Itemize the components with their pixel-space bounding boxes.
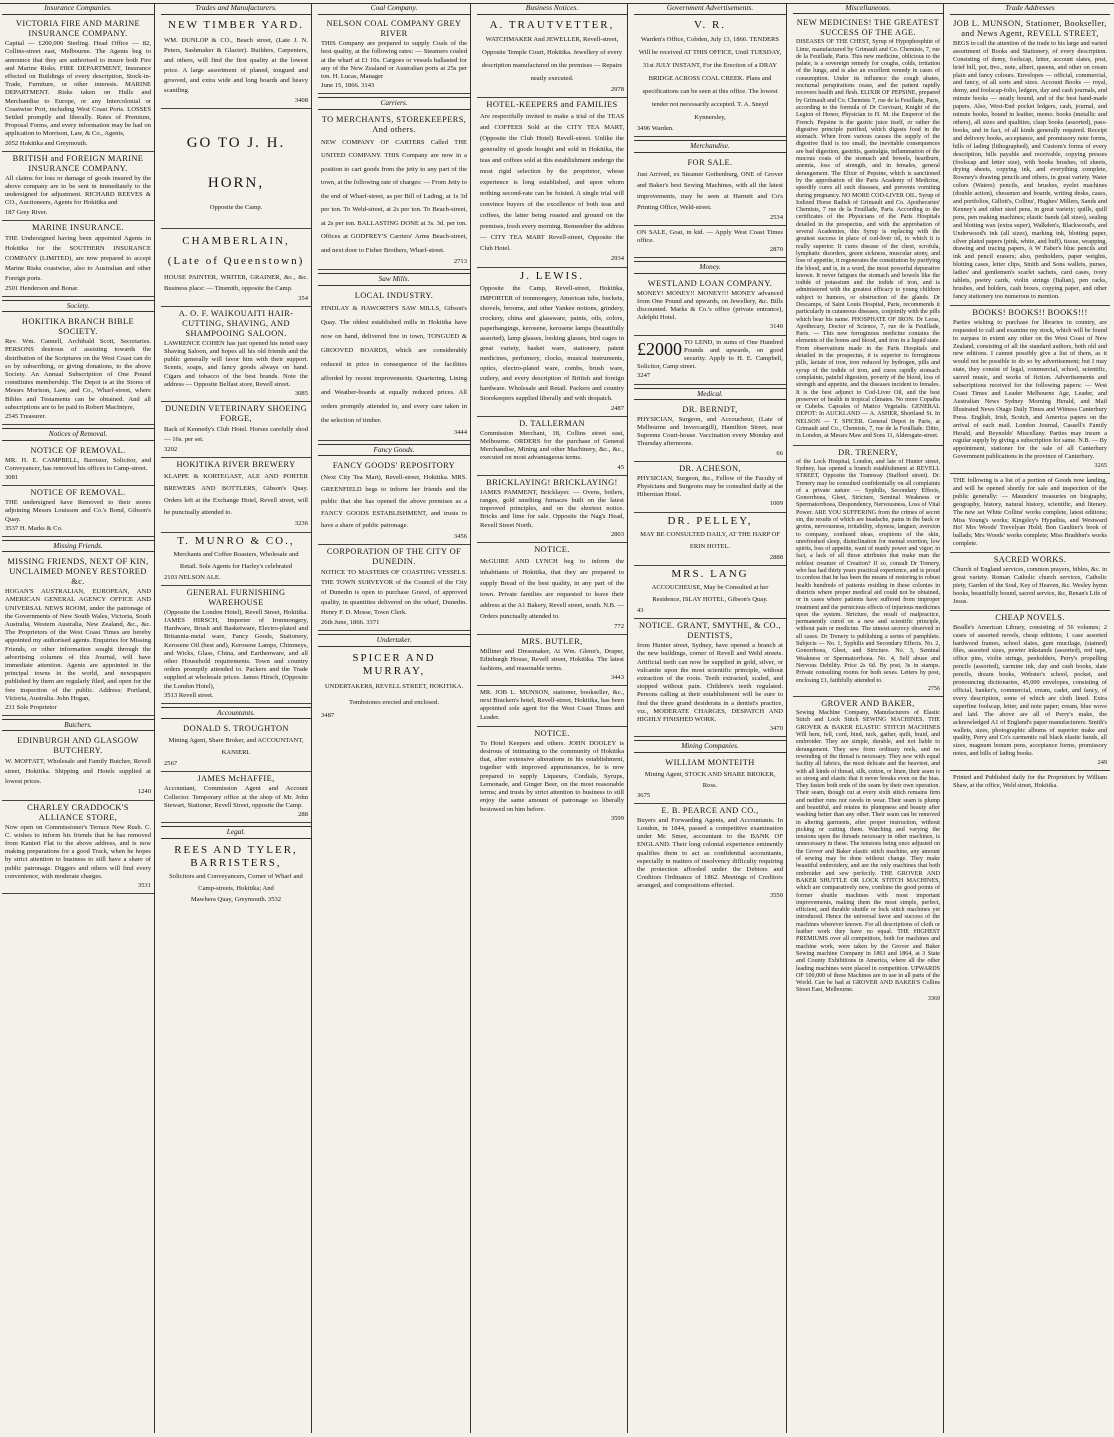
ad-pearce xyxy=(634,804,786,903)
ad-dentists xyxy=(634,619,786,737)
ad-body: Milliner and Dressmaker, At Wm. Glenn's, Draper, Edinburgh House, Revell street, Hokitika. The latest fashions, and reasonable terms. xyxy=(480,648,624,672)
ad-body: WATCHMAKER And JEWELLER, Revell-street, Opposite Temple Court, Hokitika. Jewellery of every description manufactured on the premises — Repairs neatly executed. xyxy=(481,36,623,83)
column-header: Trades and Manufacturers. xyxy=(161,4,311,15)
ad-mrs-lang xyxy=(634,566,786,619)
ad-footer: 3443 xyxy=(610,673,624,681)
section-header: Mining Companies. xyxy=(634,740,786,752)
ad-cheap-novels xyxy=(950,611,1110,771)
column-header: Government Advertisements. xyxy=(634,4,786,15)
section-header: Legal. xyxy=(161,826,311,838)
section-header: Saw Mills. xyxy=(318,273,470,285)
ad-dooley xyxy=(477,727,627,826)
ad-dr-pelley xyxy=(634,513,786,566)
ad-grover-baker xyxy=(793,697,943,1006)
ad-title: GROVER AND BAKER, xyxy=(821,699,915,709)
section-header: Missing Friends. xyxy=(2,540,154,552)
ad-british-foreign-marine xyxy=(2,152,154,221)
column-header: Miscellaneous. xyxy=(793,4,943,14)
ad-body: Accountant, Commission Agent and Account Collector. Temporary office at the shop of Mr. John Stewart, Stationer, Revell Street, opposite the Camp. xyxy=(164,785,308,809)
ad-title: SACRED WORKS. xyxy=(993,555,1067,565)
ad-body: FINDLAY & HAWORTH'S SAW MILLS, Gibson's Quay. The oldest established mills in Hokitika have now on hand, delivered free in town, TONGUED & GROOVED BOARDS, which are considerably reduced in price in consequence of the facilities afforded by recent improvements. Quartering, Lining and Weather-boards at equally reduced prices. All orders promptly attended to, and every care taken in the selection of timber. xyxy=(321,304,467,424)
ad-body: MR. H. E. CAMPBELL, Barrister, Solicitor, and Conveyancer, has removed his offices to Camp-street. xyxy=(5,456,151,472)
ad-footer: 3247 xyxy=(637,372,651,380)
ad-body: (Opposite the London Hotel), Revell Street, Hokitika. JAMES HIRSCH, Importer of Ironmongery, Hardware, Brush and Basketware, Electro-plated and Britannia-metal ware, Fancy Goods, Stationery, Kerosene Oil (best and), Kerosene Lamps, Chimneys, and Wicks, Glass, China, and Earthenware, and all other Household requirements. Town and country orders promptly attended to. Packers and the Trade supplied at wholesale prices. James Hirsch, (Opposite the London Hotel), xyxy=(164,608,308,690)
section-header: Accountants. xyxy=(161,707,311,719)
ad-footer: 3236 xyxy=(294,520,308,528)
ad-body: Merchants and Coffee Roasters, Wholesale and Retail. Sole Agents for Harley's celebrated xyxy=(173,550,299,570)
ad-body: Rev. Wm. Cannell, Archibald Scott, Secretaries. PERSONS desirous of assisting towards the distribution of the Scriptures on the West Coast can do so by subscribing, or giving donations, to the above Society. An Annual Subscription of One Pound constitutes membership. The Depot is at the Stores of Messrs Morison, Law, and Co., Wharf-street, where Bibles and Testaments can be obtained. And all subscriptions are to be paid to Robert MacIntyre, xyxy=(5,338,151,411)
ad-footer: 3537 H. Marks & Co. xyxy=(5,524,63,532)
ad-butchery xyxy=(2,734,154,800)
ad-removal-marks xyxy=(2,486,154,537)
ad-dunedin-corporation xyxy=(318,545,470,631)
ad-body: Printed and Published daily for the Proprietors by William Shaw, at the office, Weld street, Hokitika. xyxy=(953,774,1107,789)
ad-body: PHYSICIAN, Surgeon, &c., Fellow of the Faculty of Physicians and Surgeons may be consulted daily at the Hibernian Hotel. xyxy=(637,474,783,499)
ad-body: HOGAN'S AUSTRALIAN, EUROPEAN, AND AMERICAN GENERAL AGENCY OFFICE AND UNIVERSAL NEWS ROOM, under the patronage of the Governments of New South Wales, Victoria, South Australia, Western Australia, New Zealand, &c., &c. The Proprietors of the West Coast Times are hereby appointed my authorised agents. Enquiries for Missing Friends, or other information sought through the advertising columns of this Journal, will have immediate attention. Agents are appointed in the principal towns in the world, and newspapers published by them are regularly filed, and open for the free inspection of the public. Address: Portland, Victoria, Australia. John Hogan, xyxy=(5,588,151,702)
ad-body: To Hotel Keepers and others. JOHN DOOLEY is desirous of intimating to the community of Hokitika that, after extensive alterations in his establishment, together with improved appurtenances, he is now prepared to supply Liqueurs, Cordials, Syrups, Lemonade, and Ginger Beer, on the most reasonable terms; and trusts by strict attention to business to still enjoy the same amount of patronage so liberally bestowed on him before. xyxy=(480,739,624,813)
ad-footer: 3085 xyxy=(294,390,308,398)
section-header: Fancy Goods. xyxy=(318,444,470,456)
ad-body: THIS Company are prepared to supply Coals of the best quality, at the following rates: — Steamers coaled at the wharf at £1 10s. Cargoes or vessels ballasted for any of the New Zealand or Australian ports at 25s per ton. H. Lucas, Manager xyxy=(321,40,467,81)
ad-body: THE following is a list of a portion of Goods now landing, and will be opened shortly for sale and inspection of the public generally: — Maunders' treasuries on biography, geography, history, natural history, scientific, and literary. The new set White Collins' works complete, latest editions; Miss Young's works; Kingsley's Hypathia, and Westward Ho! Mrs Woods' Trevelyan Hold; Bon Gaultier's book of ballads; Mrs Woods' works complete; Miss Braddon's works complete. xyxy=(953,477,1107,548)
ad-footer: 2888 xyxy=(769,553,783,561)
ad-title: HOKITIKA BRANCH BIBLE SOCIETY. xyxy=(21,317,135,337)
ad-title: MISSING FRIENDS, NEXT OF KIN, UNCLAIMED MONEY RESTORED &c. xyxy=(7,557,149,587)
ad-title: MRS. LANG xyxy=(671,567,749,580)
section-header: Butchers. xyxy=(2,719,154,731)
ad-body: (Next City Tea Mart), Revell-street, Hokitika. MRS. GREENFIELD begs to inform her friends and the public that she has opened the above premises as a FANCY GOODS ESTABLISHMENT, and trusts to have a share of public patronage. xyxy=(321,473,467,529)
ad-title: HOTEL-KEEPERS and FAMILIES xyxy=(486,100,618,110)
column-business xyxy=(477,4,628,1433)
ad-munson-agent xyxy=(477,686,627,727)
ad-body: MR. JOB L. MUNSON, stationer, bookseller, &c., next Bracken's hotel, Revell-street, Hokitika, has been appointed sole agent for the West Coast Times and Leader. xyxy=(480,689,624,721)
ad-troughton xyxy=(161,722,311,772)
ad-body: ON SALE, Goat, in kid. — Apply West Coast Times office. xyxy=(637,228,783,245)
ad-title: GO TO J. H. HORN, xyxy=(186,135,286,192)
ad-title: NOTICE OF REMOVAL. xyxy=(30,488,126,498)
ad-job-munson xyxy=(950,17,1110,306)
ad-title: DR. PELLEY, xyxy=(667,514,753,527)
ad-city-tea-mart xyxy=(477,98,627,267)
ad-title: NOTICE. GRANT, SMYTHE, & CO., DENTISTS, xyxy=(639,621,781,641)
ad-title: E. B. PEARCE AND CO., xyxy=(661,805,759,815)
ad-title: EDINBURGH AND GLASGOW BUTCHERY. xyxy=(17,736,139,756)
section-header: Merchandise. xyxy=(634,140,786,152)
imprint xyxy=(950,771,1110,794)
ad-footer: 3487 xyxy=(321,711,335,719)
ad-body: Church of England services, common prayers, bibles, &c. in great variety. Roman Catholic church services, Catholic piety, Garden of the Soul, Key of Heaven, &c. Wesley hymn books, beautifully bound, sacred service, &c, Renan's Life of Jesus. xyxy=(953,566,1107,605)
ad-bakery-notice xyxy=(477,543,627,635)
ad-footer: 249 xyxy=(1097,759,1107,767)
ad-title: HOKITIKA RIVER BREWERY xyxy=(176,460,296,470)
ad-body: Parties wishing to purchase for libraries in country, are requested to call and examine my stock, which will be found to surpass in extent any other on the West Coast of New Zealand, consisting of all the standard authors, both old and new editions. I cannot possibly give a list of them, as it would not be possible to do so by advertisement; but I may state, they consist of legal, commercial, school, scientific, sacred music, and works of fiction. Advertisements and subscriptions received for the following papers: — West Coast Times and Leader Melbourne Age, Leader, and Australian News Sydney Morning Herald, and Mail Illustrated News Otago Daily Times and Witness Canterbury Press. English, Irish, Scotch, and America papers on the arrival of each mail. London Journal, Cassell's Family Herald, and Reynolds' Miscellany. Parties may insure a regular supply by giving a subscription for same. N.B. — By appointment, stationer for the sale of all Canterbury Government publications in the province of Canterbury. xyxy=(953,318,1107,461)
ad-title: REES AND TYLER, BARRISTERS, xyxy=(174,843,298,869)
ad-title: WILLIAM MONTEITH xyxy=(665,757,755,767)
ad-footer: 2103 NELSON ALE. xyxy=(164,573,221,581)
ad-body: Beadle's American Library, consisting of 56 volumes; 2 cases of assorted novels, cheap editions; 1 case assorted hardwood frames, school slates, gum mucilage, (stained) files, assorted sizes, pewter inkstands (assorted), red tape, office pins, violin strings, penholders, Perry's propelling pencils (assorted), carmine ink, day and cash books, slate pencils, dream books, Webster's school, pocket, and pronouncing dictionaries, 45,000 envelopes, consisting of official, banker's, commercial, cream, cadet, and fancy, of every description, some of which are cloth lined. Extra superfine foolscap, letter, and note paper; cream, blue wove and laid. The above are all of Perry's make, the acknowledged A1 of England's paper manufacturers. Smith's wallets, sizes, photographic albums of superior make and quality, Perry and Co's carmentic rail black elastic bands, all sizes, magnum bonum pens, acceptance forms, promissory notes, and bills of lading books. xyxy=(953,623,1107,758)
ad-trautvetter xyxy=(477,17,627,98)
ad-body: BEGS to call the attention of the trade to his large and varied assortment of Books and Stationery, of every description. Consisting of demy, foolscap, letter, account slates, post, brief bill, pot, 8vo., note, albert, queens, and other on cream plain and fancy colours. Envelopes — official, commercial, and fancy, of all sorts and sizes. Account Books — royal, demy, and foolscap-folio, ledgers, day and cash journals, and minute books — neatly bound, and of the best hand-made papers. Also, West-End pocket ledgers, cash, journal, and minute books, bound in leather, memo. books (metallic and others), all sizes and qualities, clasp books (assorted), pass-books, and in fact, of all kinds generally required. Receipt and delivery books, acceptance, and promissory note forms, bills of lading (lithographed), and Custom's forms of every description, bills payable and receivable, copying presses (foolscap and letter size), with books brushes, oil sheets, drying sheets, copying ink, and everything complete, Rowney's drawing pencils and others, in great variety. Water colors (Waters) pencils, and brushes, eyelet machines (double action), chessmen and boards, writing desks, cases, and portfolios, Gillott's, Collins', Hughes' Millers, Sands and Kenney's and other steel pens, in great variety; quills, quill pens, pen making machines; elastic bands (all sizes), sealing and blotting wax (extra super), Walkden's, Blackwood's, and Underwood's ink (all sizes), marking ink, blotting paper, silver plated papers (pink, white, and buff), tissue, wrapping, drawing and tracing papers, A W Faber's blue pencils and ink and pencil erasers; also, penholders, paper weights, blotting cases, letter clips, Smith and Sons wallets, purses, ladies' and gentlemen's scarlet sachets, card cases, ivory tablets, poetry cards, violin strings (Italian), pen racks, brushes, and holders, cash boxes, copying paper, and other fancy stationery too numerous to mention. xyxy=(953,39,1107,300)
ad-title: V. R. xyxy=(693,19,727,32)
section-header: Medical. xyxy=(634,388,786,400)
ad-body: All claims for loss or damage of goods insured by the above company are to be sent in immediately to the undersigned for adjustment. RICHARD REEVES & CO., Auctioneers, Agents for Hokitika and xyxy=(5,174,151,207)
ad-footer: 2803 xyxy=(610,530,624,538)
ad-body: Mining Agent, Share Broker, and ACCOUNTANT, KANIERI. xyxy=(168,737,304,757)
ad-title: DR. BERNDT, xyxy=(682,404,738,414)
ad-bible-society xyxy=(2,315,154,425)
ad-tenders xyxy=(634,17,786,137)
ad-removal-campbell xyxy=(2,444,154,487)
ad-nelson-coal xyxy=(318,17,470,94)
ad-footer: 2052 Hokitika and Greymouth. xyxy=(5,139,88,147)
ad-new-medicines xyxy=(793,16,943,445)
ad-body: JAMES PAMMENT, Bricklayer. — Ovens, boilers, ranges, gold smelting furnaces built on the latest improved principles, and on the shortest notice. Bricks and lime for sale. Opposite the Nag's Head, Revell Street North. xyxy=(480,488,624,529)
ad-title: NOTICE. xyxy=(534,545,570,555)
ad-books xyxy=(950,306,1110,474)
ad-body: DISEASES OF THE CHEST, Syrup of Hypophosphite of Lime, manufactured by Grimault and Co. Chemists, 7, rue de la Feuillade, Paris. This new medicine, oblicious to the palate, is a sovereign remedy for coughs, colds, irritation of the lungs, and is also an excellent remedy in cases of consumption. Under its influence the cough abates, nocturnal perspirations cease, and the patient rapidly recovers health and flesh. ELIXIR OF PEPSINE, prepared by Grimault and Co. Chemists 7, rue de la Feuillade, Paris, according to the formula of Dr Corvisart, Knight of the Legion of Honor, Physician to H. M. the Emperor of the French. Pepsine is the gastric juice itself, or rather the digestive principle purified, which digests food in the stomach. When from various causes the supply of the digestive fluid is too small, the inevitable consequences are bad digestion, gastritis, gastralgia, inflammation of the mucous coats of the stomach and bowels, heartburn, anemia, loss of strength, and in females, general derangement. The Elixir of Pepsine, which is sanctioned by the approbation of the Paris Academy of Medicine, speedily cures all such diseases, and prevents vomiting during pregnancy. NO MORE COD-LIVER OIL. Syrup of Iodized Horse Radish of Grimault and Co. Apothecaries' Chemists, 7 rue de la Feuillade, Paris. According to the certificates of the Physicians of the Paris Hospitals detailed in the prospectus, and with the approbation of several Academies, this Syrup is replacing with the greatest success in place of cod-liver oil, to which it is really superior. It cures disease of the chest, scrofula, lymphatic disorders, green sickness, muscular atony, and loss of appetite, it regenerates the constitution by purifying the blood, and is, in a word, the most powerful depurative known. It never fatigues the stomach and bowels like the iodide of potassium and the iodide of iron, and is administered with the greatest efficacy to young children subject to humors, or obstruction of the glands. Dr Descamps, of Saint Louis Hospital, Paris, recommends it particularly in cutaneous diseases, conjointly with the pills which bear his name. PHOSPHATE OF IRON. Dr Leras, Apothecary, Doctor of Science, 7, rue de la Feuillade, Paris. — This new ferruginous medicine contains the elements of the bones and blood, and iron in a liquid state. From observations made in the Paris Hospitals and detailed in the prospectus, it is superior to ferruginous pills, lactate of iron, iron reduced by hydrogen, pills and syrup of the iodide of iron, and cures rapidly stomach complaints, painful digestion, poverty of the blood, loss of strength and appetite, and the diseases incident to females. It is the best adjunct to Cod-Liver Oil, and the best preserver of health in tropical climates. No more Copaiba or Cubebs. Capsules of Matico Vegetalis. GENERAL DEPOT: In AUCKLAND — A. ASHER, Shortland St. In NELSON — T. SPICER. General Depot in Paris, at Grimault and Co., Chemists, 7, rue de la Feuillade. Ditto, in London, at Messrs Maw and Sons 11, Aldersgate-street. xyxy=(796,39,940,440)
ad-body: KLAPPE & KORTEGAST, ALE AND PORTER BREWERS AND BOTTLERS, Gibson's Quay. Orders left at the Exchange Hotel, Revell street, will be punctually attended to. xyxy=(164,473,308,517)
ad-title: BOOKS! BOOKS!! BOOKS!!! xyxy=(972,307,1088,317)
ad-footer: 2545 Treasurer. xyxy=(5,413,47,421)
ad-footer: 3408 xyxy=(294,97,308,105)
ad-spicer-murray xyxy=(318,650,470,723)
ad-body: Back of Kennedy's Club Hotel. Horses carefully shod — 16s. per set. xyxy=(164,426,308,444)
ad-title: LOCAL INDUSTRY. xyxy=(354,290,434,300)
ad-footer: 45 xyxy=(617,463,624,471)
ad-body: Warden's Office, Cobden, July 13, 1866. TENDERS Will be received AT THIS OFFICE, Until TUESDAY, 31st JULY INSTANT, For the Erection of a DRAY BRIDGE ACROSS COAL CREEK. Plans and specifications can be seen at this office. The lowest tender not necessarily accepted. T. A. Sneyd Kynnersley, xyxy=(638,36,782,122)
column-header: Coal Company. xyxy=(318,4,470,15)
ad-body: of the Lock Hospital, London, and late of Hunter street, Sydney, has opened a branch establishment at REVELL STREET, Opposite the Tramway (Stafford street). Dr. Trenery may be consulted confidentially on all complaints of a private nature — Syphilis, Secondary Effects, Gonorrhoea, Gleet, Stricture, Seminal Weakness or Spermatorrhoea, Despondency, Nervousness, Loss of Vital Power. ARE YOU SUFFERING from the crimes of secret sin, the results of which are headache, pains in the back or groins, nervousness, irritability, shyness, languor, aversion to company, confused ideas, eruptions of the skin, unrefreshed sleep, disinclination for mental exertion, low spirits, loss of appetite, want of manly power and vigor; in fact, a lack of all those attributes that make man the noblest creature of Creation? If so, consult Dr Trenery, who has had thirty years practical experience, and is proud to confess that he has been the means of restoring to robust health hundreds of patients residing in these colonies in districts where proper medical aid could not be obtained, or in cases where patients have suffered from improper treatment and the pernicious effects of injurious medicines upon the system. Stricture, the result of malpractice, permanently cured on a new and scientific principle, without pain or medicine. The utmost secrecy observed in all cases. Dr Trenery is publishing a series of pamphlets. Subjects — No. 1, Syphilis and Secondary Effects. No. 2, Gonorrhoea, Gleet, and Stricture. No. 3, Seminal Weakness or Spermatorrhoea. No. 4, Self abuse and Nervous Debility. Price 2s 6d. By post, 3s in stamps. Private consulting rooms for both sexes. Letters by post, enclosing £1, faithfully attended to. xyxy=(796,458,941,684)
ad-footer: 3202 xyxy=(164,446,178,454)
ad-footer: 3369 xyxy=(927,995,940,1002)
ad-footer: 3496 Warden. xyxy=(637,125,674,133)
ad-footer: 3599 xyxy=(610,814,624,822)
ad-footer: 3140 xyxy=(769,323,783,331)
ad-tallerman xyxy=(477,417,627,476)
ad-timber-yard xyxy=(161,17,311,109)
column-header: Trade Addresses xyxy=(950,4,1110,15)
column-header: Insurance Companies. xyxy=(2,4,154,15)
section-header: Carriers. xyxy=(318,97,470,109)
ad-footer: 288 xyxy=(298,811,308,819)
ad-body: MONEY! MONEY!! MONEY!!! MONEY advanced from One Pound and upwards, on Jewellery, &c. Bills discounted. Marks & Co.'s office (private entrance), Adelphi Hotel. xyxy=(637,289,783,322)
ad-body: Just Arrived, ex Steamer Gothenburg, ONE of Grover and Baker's best Sewing Machines, with all the latest improvements, may be seen at Harnett and Co's Printing Office, Weld-street. xyxy=(637,170,783,211)
ad-brewery xyxy=(161,458,311,532)
ad-goods-landing xyxy=(950,474,1110,553)
ad-body: UNDERTAKERS, REVELL STREET, HOKITIKA. Tombstones erected and enclosed. xyxy=(324,682,464,706)
ad-title: DONALD S. TROUGHTON xyxy=(183,724,289,734)
ad-body: W. MOFFATT, Wholesale and Family Butcher, Revell street, Hokitika. Shipping and Hotels supplied at lowest prices. xyxy=(5,758,151,786)
ad-title: FOR SALE. xyxy=(687,157,733,167)
ad-body: NEW COMPANY OF CARTERS Called THE UNITED COMPANY. THIS Company are now in a position to cart goods from the jetty to any part of the town, at the following rate of charges: — From Jetty to the end of Wharf-street, as per Bill of Lading, at 1s 3d per ton. To Weld-street, at 2s per ton. To Beach-street, at 2s per ton. BALLASTING DONE at 3s. 3d. per ton. Offices at GODFREY'S Carriers' Arms Beach-street, and next door to Fisher Brothers, Wharf-street. xyxy=(321,138,467,254)
section-header: Society. xyxy=(2,300,154,312)
section-header: Money. xyxy=(634,261,786,273)
ad-footer: Mawhera Quay, Greymouth. 3532 xyxy=(190,895,282,903)
ad-footer: 3513 Revell street. xyxy=(164,691,214,699)
ad-title: NELSON COAL COMPANY GREY RIVER xyxy=(326,19,462,39)
ad-title: FANCY GOODS' REPOSITORY xyxy=(332,460,456,470)
ad-title: A. O. F. WAIKOUAITI HAIR-CUTTING, SHAVING, AND SHAMPOOING SALOON. xyxy=(178,308,294,338)
ad-footer: 3265 xyxy=(1094,462,1107,470)
ad-title: CORPORATION OF THE CITY OF DUNEDIN. xyxy=(326,547,462,567)
ad-footer: 2567 xyxy=(164,760,178,768)
ad-footer: 354 xyxy=(298,294,308,302)
section-header: Notices of Removal. xyxy=(2,428,154,440)
ad-dr-berndt xyxy=(634,403,786,462)
ad-body: McGUIRE AND LYNCH beg to inform the inhabitants of Hokitika, that they are prepared to supply Bread of the best quality, in any part of the town. Private families are requested to leave their address at the A1 Bakery, Revell street, south. N.B. — Orders punctually attended to. xyxy=(480,558,624,621)
column-coal-carriers xyxy=(318,4,471,1433)
ad-footer: 2487 xyxy=(610,404,624,412)
ad-bricklaying xyxy=(477,476,627,543)
ad-furnishing-warehouse xyxy=(161,586,311,704)
ad-title: DUNEDIN VETERINARY SHOEING FORGE, xyxy=(164,404,308,424)
ad-title: DR. ACHESON, xyxy=(679,463,741,473)
ad-rees-tyler xyxy=(161,842,311,907)
ad-title: NOTICE OF REMOVAL. xyxy=(30,445,126,455)
ad-title: DR. TRENERY, xyxy=(838,447,898,457)
ad-body: Are respectfully invited to make a trial of the TEAS and COFFEES Sold at the CITY TEA MART, (Opposite the Club Hotel) Revell-street. Unlike the generality of goods bought and sold in Hokitika, the teas and coffees sold at this establishment undergo the most rigid selection by the proprietor, whose experience is long established, and upon whom nothing second-rate can be foisted. A single trial will convince buyers of the excellence of both teas and coffees, the latter being roasted and ground on the premises, fresh every morning. Remember the address — CITY TEA MART Revell-street, Opposite the Club Hotel. xyxy=(480,113,624,253)
ad-munro xyxy=(161,533,311,586)
ad-footer: June 15, 1866. 3143 xyxy=(321,82,375,90)
ad-title: £2000 xyxy=(637,338,682,359)
ad-lewis xyxy=(477,268,627,417)
ad-footer: 3675 xyxy=(637,791,651,799)
ad-goat xyxy=(634,226,786,259)
ad-body: LAWRENCE COHEN has just opened his noted easy Shaving Saloon, and hopes all his old friends and the public generally will favor him with their support. Scents, soaps, and fancy goods always on hand. Cigars and tobacco of the best brands. Note the address — Opposite Belfast store, Revell street. xyxy=(164,339,308,388)
ad-body: Now open on Commissioner's Terrace New Rush. C. C. wishes to inform his friends that he has removed from Kanieri Flat to the above address, and is now making preparations for a good Track, when he hopes by strict attention to business to still have a share of public patronage. Diggers and others will find every convenience, with moderate charges. xyxy=(5,823,151,880)
ad-title: MARINE INSURANCE. xyxy=(32,222,124,232)
ad-footer: 231 Sole Proprietor xyxy=(5,703,57,711)
ad-title: A. TRAUTVETTER, xyxy=(489,19,615,32)
ad-horn xyxy=(161,109,311,228)
ad-body: Buyers and Forwarding Agents, and Accountants. In London, in 1844, passed a competitive examination under Mr. Smee, accountant to the BANK OF ENGLAND. Their long colonial experience eminently qualifies them to act as confidential accountants, especially in matters of insolvency difficulty requiring the protection afforded under the Debtors and Creditors Ordinance of 1862. Meetings of Creditors arranged, and compositions effected. xyxy=(637,816,783,890)
column-trades xyxy=(161,4,312,1433)
ad-footer: 2534 xyxy=(769,213,783,221)
ad-title: TO MERCHANTS, STOREKEEPERS, And others. xyxy=(321,114,467,134)
ad-title: JAMES McHAFFIE, xyxy=(197,774,275,784)
ad-footer: 1240 xyxy=(137,788,151,796)
ad-united-carters xyxy=(318,113,470,271)
ad-footer: 43 xyxy=(637,606,644,614)
ad-footer: 3470 xyxy=(769,725,783,733)
ad-dr-acheson xyxy=(634,462,786,513)
ad-body: Capital — £200,000 Sterling. Head Office — 82, Collins-street east, Melbourne. The Agents beg to announce that they are authorised to insure both Fire and Marine Risks. FIRE DEPARTMENT, Insurance effected on Buildings of every description, Stock-in-Trade, Furniture, or other interests. MARINE DEPARTMENT. Risks taken on Hulls and Merchandise to Europe, or any Intercolonial or Coastwise Port, including West Coast Ports. LOSSES Settled promptly and liberally. Rates of Premium, Proposal Forms, and every information may be had on application to Morrison, Law, & Co., Agents, xyxy=(5,40,151,138)
ad-footer: 3081 xyxy=(5,473,19,481)
ad-footer: 772 xyxy=(614,623,624,631)
ad-title: WESTLAND LOAN COMPANY. xyxy=(647,278,773,288)
ad-sacred-works xyxy=(950,553,1110,611)
ad-footer: 26th June, 1866. 3371 xyxy=(321,619,380,627)
ad-body: THE Undersigned having been appointed Agents in Hokitika for the SOUTHERN INSURANCE COMPANY (LIMITED), are now prepared to accept Marine Risks coastwise, also to Australian and other Foreign ports. xyxy=(5,234,151,282)
ad-title: CHEAP NOVELS. xyxy=(995,612,1065,622)
ad-body: Opposite the Camp. xyxy=(209,204,263,212)
ad-body: HOUSE PAINTER, WRITER, GRAINER, &c., &c. Business place: — Tinsmith, opposite the Camp. xyxy=(164,273,308,292)
ad-2000-to-lend xyxy=(634,336,786,385)
ad-footer: 2870 xyxy=(769,246,783,254)
ad-mrs-butler xyxy=(477,635,627,686)
ad-body: THE undersigned have Removed to their stores adjoining Messrs Louisson and Co.'s Bond, Gibson's Quay. xyxy=(5,499,151,523)
ad-body: ACCOUCHEUSE, May be Consulted at her Residence, ISLAY HOTEL, Gibson's Quay. xyxy=(651,583,769,603)
ad-loan-company xyxy=(634,277,786,336)
ad-footer: 187 Grey River. xyxy=(5,208,48,216)
ad-body: PHYSICIAN, Surgeon, and Accoucheur, (Late of Melbourne and Invercargill), Hamilton Street, near Supreme Court-house. Vaccination every Monday and Thursday afternoons. xyxy=(637,415,783,448)
ad-footer: 2978 xyxy=(610,86,624,94)
ad-body: Mining Agent, STOCK AND SHARE BROKER, Ross. xyxy=(644,770,776,789)
ad-for-sale-sewing xyxy=(634,156,786,226)
ad-marine-insurance xyxy=(2,221,154,297)
ad-title: MRS. BUTLER, xyxy=(521,637,583,647)
ad-mchaffie xyxy=(161,772,311,823)
ad-footer: 3550 xyxy=(769,891,783,899)
ad-fancy-goods xyxy=(318,459,470,545)
ad-footer: 3444 xyxy=(453,428,467,436)
ad-saw-mills xyxy=(318,289,470,441)
ad-missing-friends xyxy=(2,555,154,716)
column-trade-addresses xyxy=(950,4,1110,1433)
ad-dr-trenery xyxy=(793,446,943,698)
ad-title: CHAMBERLAIN, (Late of Queenstown) xyxy=(167,234,305,267)
ad-title: JOB L. MUNSON, Stationer, Bookseller, and News Agent, REVELL STREET, xyxy=(953,18,1107,38)
ad-title: NOTICE. xyxy=(534,728,570,738)
ad-body: WM. DUNLOP & CO., Beach street, (Late J. N. Peters, Sashmaker & Glazier). Builders, Carpenters, and others, will find the first quality at the lowest price. A large assortment of planed, tongued and grooved, and extra wide and long boards and heavy scantling. xyxy=(164,37,308,95)
ad-footer: 2713 xyxy=(453,258,467,266)
ad-body: Sewing Machine Company, Manufacturers of Elastic Stitch and Lock Stitch SEWING MACHINES. THE GROVER & BAKER ELASTIC STITCH MACHINES Will hem, fell, cord, bind, tuck, gather, quilt, braid, and embroider. They are simple, durable, and not liable to derangement. They sew from ordinary reels, and no rewinding of the thread is necessary. They sew with equal facility all fabrics, the most delicate and the heaviest, and with all kinds of thread, silk, cotton, or linen, their seam is so strong and elastic that it never breaks even on the bias. They fasten both ends of the seam by their own operation. Their seam, though cut at every sixth stitch remains firm and neither runs nor ravels in wear. Their seam is plump and beautiful, and retains its plumpness and beauty after washing better than any other. Their seam can be removed in altering garments, after proper instruction, without picking or cutting them. Watching and varying the tensions upon the threads necessary in other machines, is unnecessary in these. The tensions being once adjusted on the Grover and Baker elastic stitch machine, any amount of sewing may be done without change. They make beautiful embroidery, and are the only machines that both embroider and sew perfectly. THE GROVER AND BAKER SHUTTLE OR LOCK STITCH MACHINES, which are comparatively new, combine the good points of former shuttle machines with most important improvements, making them the most simple, perfect, efficient, and durable shuttle or lock stitch machines yet introduced. Hence the universal favor and success of the machines wherever known. For all descriptions of cloth or leather work they have no equal. THE HIGHEST PREMIUMS over all competitors, both for machines and machine work, were taken by the Grover and Baker Sewing machine Company in 1863 and 1864, at 3 State and County Exhibitions in America, where all the other leading machines were placed in competition. UPWARDS OF 100,000 of these Machines are in use in all parts of the World. Can be had at GROVER AND BAKER'S Collins Street East, Melbourne. xyxy=(796,710,940,994)
column-insurance xyxy=(2,4,155,1433)
ad-body: MAY BE CONSULTED DAILY, AT THE HARP OF ERIN HOTEL. xyxy=(640,530,780,550)
ad-title: BRITISH and FOREIGN MARINE INSURANCE COMPANY. xyxy=(12,153,144,173)
ad-title: T. MUNRO & CO., xyxy=(177,534,295,547)
ad-body: from Hunter street, Sydney, have opened a branch at the new buildings, corner of Revell and Weld streets. Artificial teeth can now be supplied in gold, silver, or vulcanite upon the most scientific principle, without extraction of the roots. Teeth extracted, scaled, and stopped without pain. Children's teeth regulated. Persons calling at their establishment will be sure to find the three grand desiderata in a dentist's practice, viz., MODERATE CHARGES, DESPATCH AND HIGHLY FINISHED WORK. xyxy=(637,642,783,723)
ad-title: NEW TIMBER YARD. xyxy=(168,19,304,32)
ad-footer: 2501 Henderson and Bonar. xyxy=(5,284,79,292)
ad-monteith xyxy=(634,756,786,804)
ad-title: GENERAL FURNISHING WAREHOUSE xyxy=(186,587,286,607)
ad-footer: 1009 xyxy=(769,500,783,508)
column-header: Business Notices. xyxy=(477,4,627,15)
ad-alliance-store xyxy=(2,801,154,895)
ad-footer: 2756 xyxy=(927,685,940,692)
ad-victoria-insurance xyxy=(2,17,154,152)
ad-footer: 66 xyxy=(776,449,783,457)
ad-title: NEW MEDICINES! THE GREATEST SUCCESS OF THE AGE. xyxy=(796,18,940,38)
ad-body: TO LEND, in sums of One Hundred Pounds and upwards, on good security. Apply to H. E. Campbell, Solicitor, Camp street. xyxy=(637,338,783,371)
ad-footer: 3456 xyxy=(453,532,467,540)
ad-body: Opposite the Camp, Revell-street, Hokitika, IMPORTER of ironmongery, American tubs, buckets, shovels, brooms, and other Yankee notions, grindery, crockery, china and glassware, paints, oils, colors, paperhangings, kerosene, kerosene lamps (beautifully assorted), lamp glasses, looking glasses, bird cages in great variety, basket ware, stationery, patent medicines, perfumery, clocks, musical instruments, optics, electro-plated ware, combs, brush ware, cutlery, and every description of British and foreign hardware. Wholesale and Retail. Packers and country Storekeepers supplied liberally and with despatch. xyxy=(480,284,624,402)
ad-footer: 3531 xyxy=(137,882,151,889)
column-miscellaneous xyxy=(793,4,944,1433)
ad-title: SPICER AND MURRAY, xyxy=(352,651,436,677)
ad-body: NOTICE TO MASTERS OF COASTING VESSELS. THE TOWN SURVEYOR of the Council of the City of Dunedin is open to purchase Gravel, of approved quality, in quantities delivered on the wharf, Dunedin. Henry F. D. Mosse, Town Clerk. xyxy=(321,569,467,617)
ad-chamberlain xyxy=(161,229,311,307)
ad-title: VICTORIA FIRE AND MARINE INSURANCE COMPANY. xyxy=(15,19,141,39)
ad-title: J. LEWIS. xyxy=(519,269,585,282)
column-government xyxy=(634,4,787,1433)
ad-body: Solicitors and Conveyancers, Corner of Wharf and Camp-streets, Hokitika; And xyxy=(169,872,303,892)
ad-body: Commission Merchant, 18, Collins street east, Melbourne. ORDERS for the purchase of General Merchandise, Mining and other Machinery, &c., &c., executed on most advantageous terms. xyxy=(480,429,624,462)
section-header: Undertaker. xyxy=(318,634,470,646)
ad-title: D. TALLERMAN xyxy=(519,418,585,428)
ad-title: CHARLEY CRADDOCK'S ALLIANCE STORE, xyxy=(27,802,129,822)
ad-title: BRICKLAYING! BRICKLAYING! xyxy=(486,477,618,487)
ad-footer: 2934 xyxy=(610,255,624,263)
ad-shoeing-forge xyxy=(161,402,311,458)
ad-hair-saloon xyxy=(161,307,311,402)
